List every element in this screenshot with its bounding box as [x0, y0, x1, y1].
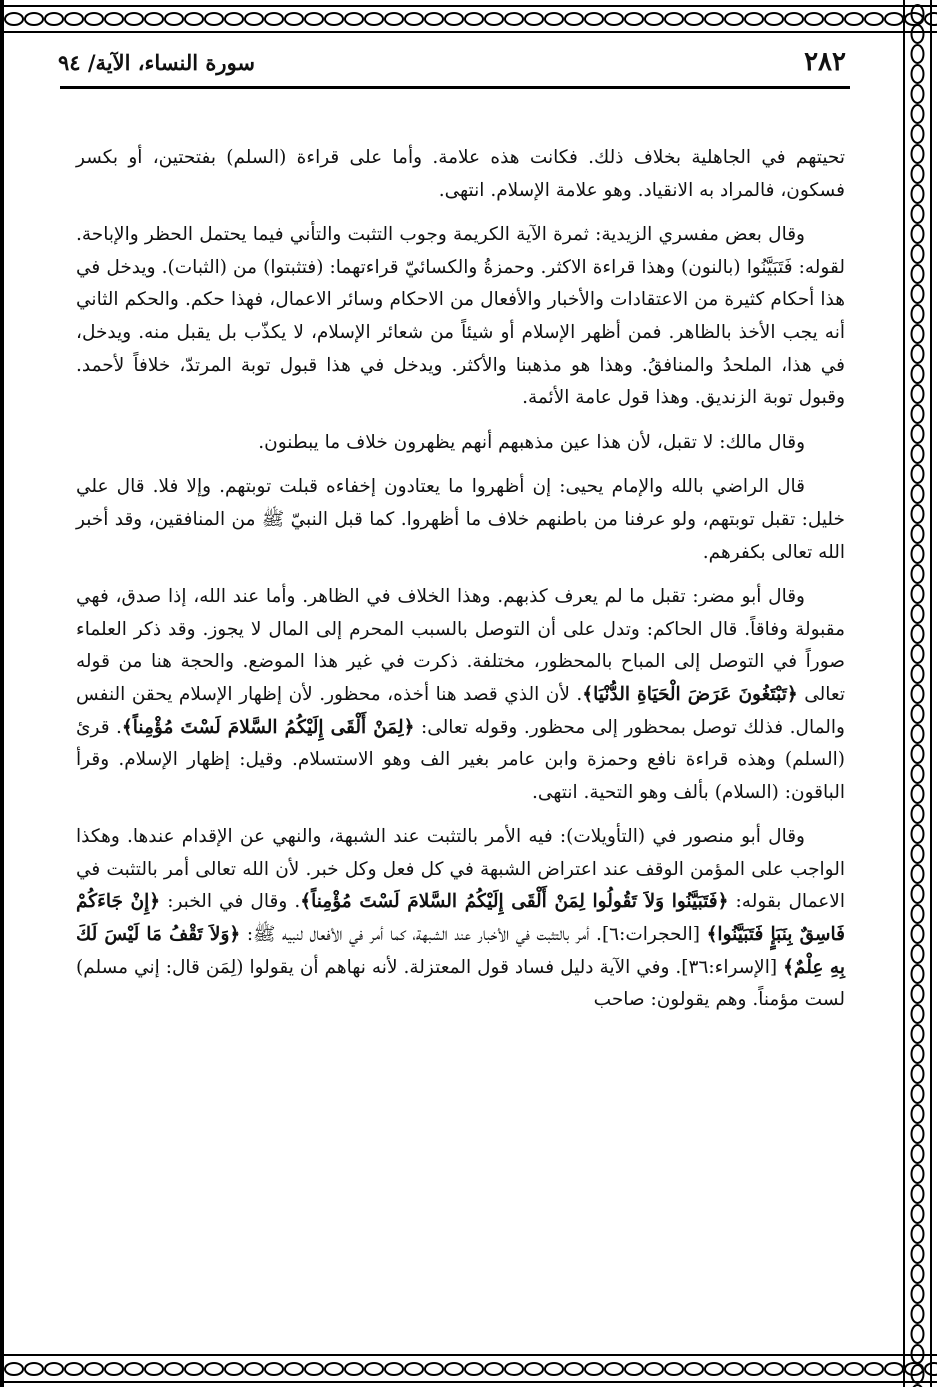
- quran-quote: ﴿وَلاَ تَقْفُ مَا لَيْسَ لَكَ بِهِ عِلْمٌ﴾: [76, 924, 845, 978]
- text-segment: وقال أبو منصور في (التأويلات): فيه الأمر بالتثبت عند الشبهة، والنهي عن الإقدام عندها. وهكذا الواجب على المؤمن الوقف عند اعتراض الشبهة في كل فعل وكل خبر. لأن الله تعالى أمر بالتثبت في الاعمال بقوله:: [76, 826, 845, 913]
- paragraph: [76, 471, 845, 569]
- right-border-ornament: [898, 0, 937, 1387]
- text-segment: وقال بعض مفسري الزيدية: ثمرة الآية الكريمة وجوب التثبت والتأني فيما يحتمل الحظر والإباحة. لقوله: فَتَبَيَّنُوا (بالنون) وهذا قراءة الاكثر. وحمزةُ والكسائيّ قراءتهما: (فتثبتوا) من (الثبات). ويدخل في هذا أحكام كثيرة من الاعتقادات والأخبار والأفعال من الاحكام وسائر الاعمال، فهذا حكم. والحكم الثاني أنه يجب الأخذ بالظاهر. فمن أظهر الإسلام أو شيئاً من شعائر الإسلام، لا يكذّب بل يقبل منه. ويدخل، في هذا، الملحدُ والمنافقُ. وهذا هو مذهبنا والأكثر. ويدخل في هذا قبول توبة المرتدّ، خلافاً لأحمد. وقبول توبة الزنديق. وهذا قول عامة الأئمة.: [76, 224, 845, 409]
- text-segment: . قرئ (السلم) وهذه قراءة نافع وحمزة وابن عامر بغير الف وهو الاستسلام. وقيل: إظهار الإسلام. وقرأ الباقون: (السلام) بألف وهو التحية. انتهى.: [76, 716, 845, 803]
- paragraph: [76, 219, 845, 415]
- quran-quote: ﴿تَبْتَغُونَ عَرَضَ الْحَيَاةِ الدُّنْيَا﴾: [582, 683, 798, 705]
- top-border-ornament: [0, 0, 937, 38]
- text-segment: [الإسراء:٣٦]. وفي الآية دليل فساد قول المعتزلة. لأنه نهاهم أن يقولوا (لِمَن قال: إني مسلم) لست مؤمناً. وهم يقولون: صاحب: [76, 956, 845, 1011]
- text-segment: تحيتهم في الجاهلية بخلاف ذلك. فكانت هذه علامة. وأما على قراءة (السلم) بفتحتين، أو بكسر فسكون، فالمراد به الانقياد. وهو علامة الإسلام. انتهى.: [76, 147, 845, 201]
- quran-quote: ﴿فَتَبَيَّنُوا وَلاَ تَقُولُوا لِمَنْ أَلْقَى إِلَيْكُمُ السَّلامَ لَسْتَ مُؤْمِناً﴾: [300, 891, 729, 913]
- page-header: [58, 42, 846, 82]
- left-border-line: [0, 0, 4, 1387]
- text-segment: [الحجرات:٦]. أمر بالتثبت في الأخبار عند الشبهة، كما أمر في الأفعال لنبيه ﷺ:: [240, 924, 707, 946]
- quran-quote: ﴿لِمَنْ أَلْقَى إِلَيْكُمُ السَّلامَ لَسْتَ مُؤْمِناً﴾: [121, 716, 415, 738]
- body-text: [76, 142, 845, 1029]
- text-segment: قال الراضي بالله والإمام يحيى: إن أظهروا ما يعتادون إخفاءه قبلت توبتهم. وإلا فلا. قال علي خليل: تقبل توبتهم، ولو عرفنا من باطنهم خلاف ما أظهروا. كما قبل النبيّ ﷺ من المنافقين، وقد أخبر الله تعالى بكفرهم.: [76, 476, 845, 563]
- text-segment: وقال أبو مضر: تقبل ما لم يعرف كذبهم. وهذا الخلاف في الظاهر. وأما عند الله، إذا صدق، فهي مقبولة وفاقاً. قال الحاكم: وتدل على أن التوصل بالسبب المحرم إلى المال لا يجوز. وقد ذكر العلماء صوراً في التوصل إلى المباح بالمحظور، مختلفة. ذكرت في غير هذا الموضع. والحجة هنا من قوله تعالى: [76, 586, 845, 705]
- paragraph: [76, 821, 845, 1017]
- header-rule: [60, 86, 850, 89]
- text-segment: . لأن الذي قصد هنا أخذه، محظور. لأن إظهار الإسلام يحقن النفس والمال. فذلك توصل بمحظور إلى محظور. وقوله تعالى:: [76, 683, 845, 738]
- quran-quote: ﴿إِنْ جَاءَكُمْ فَاسِقٌ بِنَبَإٍ فَتَبَيَّنُوا﴾: [76, 891, 846, 946]
- text-segment: وقال مالك: لا تقبل، لأن هذا عين مذهبهم أنهم يظهرون خلاف ما يبطنون.: [258, 431, 805, 453]
- bottom-border-ornament: [0, 1351, 937, 1387]
- paragraph: [76, 427, 845, 460]
- text-segment: . وقال في الخبر:: [160, 891, 301, 913]
- page-number: ٢٨٢: [804, 47, 846, 77]
- running-title: سورة النساء، الآية/ ٩٤: [58, 49, 256, 75]
- paragraph: [76, 142, 845, 207]
- paragraph: [76, 581, 845, 809]
